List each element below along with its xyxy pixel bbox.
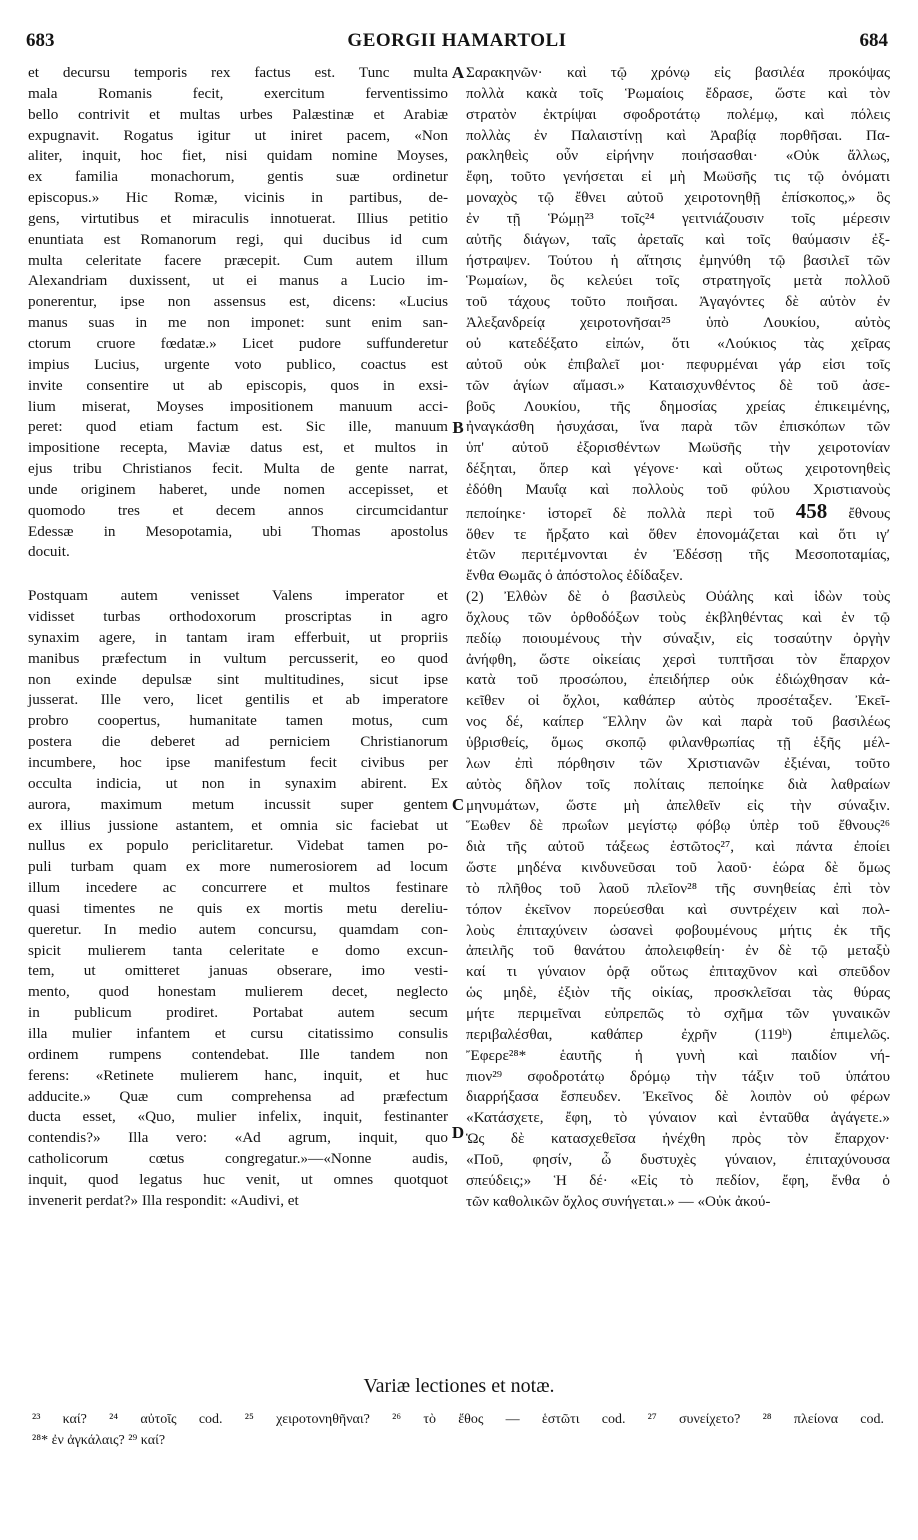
- text-line: puli turbam quam ex more numerosiorem ad locum: [28, 858, 448, 876]
- text-line: βοῦς Λουκίου, τῆς δημοσίας χρείας ἐπικειμένης,: [466, 397, 890, 415]
- text-line: ducta esset, «Quo, mulier infelix, inquit, festinanter: [28, 1108, 448, 1126]
- text-line: episcopus.» Hic Romæ, vicinis in partibus, de-: [28, 189, 448, 207]
- text-line: impius Lucius, urgente voto publico, coactus est: [28, 355, 448, 373]
- text-line: σπεύδεις;» Ἡ δέ· «Εἰς τὸ πεδίον, ἔφη, ἔνθα ὁ: [466, 1171, 890, 1189]
- text-line: mala Romanis fecit, exercitum ferventissimo: [28, 84, 448, 102]
- text-line: ἔφη, τοῦτο γενήσεται εἰ μὴ Μωϋσῆς τις τῷ ὀνόματι: [466, 168, 890, 186]
- text-line: incumbere, hoc ipse manifestum fecit civibus per: [28, 754, 448, 771]
- text-line: αὐτὸς δῆλον τοῖς πολίταις πεποίηκε διὰ λαθραίων: [466, 775, 890, 793]
- text-line: gens, virtutibus et miraculis innotuerat. Illius petitio: [28, 209, 448, 227]
- column-page-number: 458: [795, 498, 828, 523]
- text-line: «Ποῦ, φησίν, ὦ δυστυχὲς γύναιον, ἐπιταχύνουσα: [466, 1150, 890, 1168]
- text-line: ἐν τῇ Ῥώμῃ²³ τοῖς²⁴ γειτνιάζουσιν τοῖς μέρεσιν: [466, 209, 890, 227]
- text-line: illum incedere ac concurrere et multos festinare: [28, 879, 448, 897]
- text-line: contendis?» Illa vero: «Ad agrum, inquit, quo: [28, 1129, 448, 1147]
- text-line: Ἕωθεν δὲ πρωΐων μεγίστῳ φόβῳ ὑπὲρ τοῦ ἔθνους²⁶: [466, 817, 890, 835]
- page-number-left: 683: [26, 30, 55, 51]
- text-line: πιον²⁹ σφοδροτάτῳ δρόμῳ τὴν τάξιν τοῦ ὑπάτου: [466, 1067, 890, 1085]
- text-line-part: πεποίηκε· ἱστορεῖ δὲ πολλὰ περὶ τοῦ: [466, 504, 775, 522]
- text-line: ὑβρισθείς, ὅμως σκοπῷ φιλανθρωπίας τῇ ἑξῆς μέλ-: [466, 734, 890, 751]
- text-line: διὰ τῆς αὐτοῦ τάξεως ἑστῶτος²⁷, καὶ πάντα ἐποίει: [466, 838, 890, 856]
- text-line: πολλὰ κακὰ τοῖς Ῥωμαίοις ἔδρασε, ὥστε καὶ τὸν: [466, 84, 890, 102]
- text-line: ὡς μηδὲ, ἐξιὸν τῆς οἰκίας, προσκλεῖσαι τὰς θύρας: [466, 984, 890, 1002]
- text-line: mento, quod honestam mulierem decet, neglecto: [28, 983, 448, 1001]
- paragraph-gap: [28, 563, 448, 586]
- text-line: expugnavit. Rogatus igitur ut iniret pacem, «Non: [28, 126, 448, 144]
- text-line: ἀνήφθη, ὥστε οἰκείαις χερσὶ τυπτῆσαι τὸν ἔπαρχον: [466, 650, 890, 668]
- greek-paragraph-1: [466, 63, 890, 587]
- text-line: ponerentur, ipse non assensus est, dicens: «Lucius: [28, 293, 448, 311]
- text-line: invenerit perdat?» Illa respondit: «Audivi, et: [28, 1191, 299, 1209]
- page-number-right: 684: [859, 30, 888, 51]
- text-line: ἠναγκάσθη ἡσυχάσαι, ἵνα παρὰ τῶν ἐπισκόπων τῶν: [466, 418, 890, 436]
- text-line: nullus ex populo periclitaretur. Videbat tamen po-: [28, 837, 448, 855]
- text-line: ήστραψεν. Τούτου ἡ αἴτησις ἐμηνύθη τῷ βασιλεῖ τῶν: [466, 251, 890, 269]
- text-line: ὥστε μηδένα κινδυνεῦσαι τοῦ λαοῦ· ἑώρα δὲ ὅμως: [466, 859, 890, 877]
- text-line: Σαρακηνῶν· καὶ τῷ χρόνῳ εἰς βασιλέα προκόψας: [466, 64, 890, 81]
- text-line: πολλὰς ἐν Παλαιστίνῃ καὶ Ἀραβίᾳ πορθῆσαι. Πα-: [466, 126, 890, 144]
- text-line: ἐδόθη Μαυΐᾳ καὶ πολλοὺς τοῦ φύλου Χριστιανοὺς: [466, 480, 890, 498]
- text-line: ordinem rumpens contendebat. Ille tandem non: [28, 1045, 448, 1063]
- margin-letter-b: B: [452, 418, 464, 437]
- text-line: ferens: «Retinete mulierem hanc, inquit, et huc: [28, 1066, 448, 1084]
- text-line: (2) Ἐλθὼν δὲ ὁ βασιλεὺς Οὐάλης καὶ ἰδὼν τοὺς: [466, 588, 890, 606]
- text-line: non exinde depulsæ sint multitudines, sicut ipse: [28, 670, 448, 688]
- text-line: et decursu temporis rex factus est. Tunc multa: [28, 64, 448, 81]
- text-line: manus suas in me non imponet: sunt enim san-: [28, 314, 448, 332]
- text-line-part: ἔθνους: [848, 504, 891, 522]
- text-line: τῶν καθολικῶν ὄχλος συνήγεται.» — «Οὐκ ἀκού-: [466, 1192, 771, 1210]
- notes-line-2: ²⁸* ἐν ἀγκάλαις? ²⁹ καί?: [32, 1433, 166, 1448]
- text-line: adducite.» Quæ cum comprehensa ad præfectum: [28, 1087, 448, 1105]
- text-line: λοὺς ἐπιταχύνειν ὡσανεὶ φοβουμένους μήτις ἐκ τῆς: [466, 921, 890, 939]
- margin-letter-d: D: [451, 1123, 465, 1142]
- margin-letter-c: C: [451, 795, 465, 814]
- text-line: διαρρήξασα ἔσπευδεν. Ἐκεῖνος δὲ λοιπὸν οὐ φέρων: [466, 1088, 890, 1106]
- text-line: lium miserat, Moyses impositionem manuum acci-: [28, 397, 448, 415]
- text-line: Ἀλεξανδρείᾳ χειροτονῆσαι²⁵ ὑπὸ Λουκίου, αὐτὸς: [466, 314, 890, 332]
- text-line: ex familia monachorum, gentis suæ ordinetur: [28, 168, 448, 186]
- text-line: inquit, quod legatus huc venit, ut omnes quotquot: [28, 1170, 448, 1188]
- text-line: postera die deberet ad perniciem Christianorum: [28, 733, 448, 751]
- text-line: invite consentire ut ab episcopis, quos in exsi-: [28, 376, 448, 394]
- text-line: [466, 498, 891, 525]
- text-line: aurora, maximum metum incussit super gentem: [28, 795, 448, 813]
- margin-letter-a: A: [451, 63, 465, 82]
- text-line: in publicum prodiret. Portabat autem secum: [28, 1004, 448, 1022]
- text-line: ρακληθεὶς οὖν εἰρήνην ποιήσασθαι· «Οὐκ ἄλλως,: [466, 147, 890, 165]
- text-line: catholicorum cœtus congregatur.»—«Nonne audis,: [28, 1150, 448, 1168]
- text-line: ὅθεν τε ἤρξατο καὶ ὅθεν ἐπονομάζεται καὶ ὅτι ιγʹ: [466, 525, 890, 543]
- text-line: μήτε περιμεῖναι εὐπρεπῶς τὸ σχῆμα τῶν γυναικῶν: [466, 1004, 890, 1022]
- text-line: Alexandriam duxissent, ut ei manus a Lucio im-: [28, 272, 448, 290]
- text-line: ἐτῶν περιτέμνονται ἐν Ἐδέσσῃ τῆς Μεσοποταμίας,: [466, 546, 890, 564]
- text-line: aliter, inquit, hoc fiet, nisi quidam nomine Moyses,: [28, 147, 448, 165]
- text-line: illa mulier infantem et cursu citatissimo consulis: [28, 1024, 448, 1042]
- text-line: ex illius jussione astantem, et omnia sic faciebat ut: [28, 816, 448, 834]
- text-line: bello contrivit et multas urbes Palæstinæ et Arabiæ: [28, 105, 448, 123]
- text-line: μοναχὸς τῷ ἔθνει αὐτοῦ χειροτονηθῇ ἐπίσκοπος,» ὃς: [466, 189, 890, 207]
- text-line: docuit.: [28, 543, 70, 561]
- text-line: ctorum cruore fœdatæ.» Licet pudore suffunderetur: [28, 334, 448, 352]
- text-line: κεῖθεν οἱ ὄχλοι, καθάπερ αὐτὸς προσέταξεν. Ἐκεῖ-: [466, 692, 890, 710]
- text-line: αὐτῆς διάγων, ταῖς ἀρεταῖς καὶ τοῖς θαύμασιν ἐξ-: [466, 230, 890, 248]
- text-line: Edessæ in Mesopotamia, ubi Thomas apostolus: [28, 522, 448, 540]
- text-line: τόπον ἐκεῖνον πορεύεσθαι καὶ συντρέχειν καὶ πολ-: [466, 900, 890, 918]
- text-line: occulta indicia, ut non in synaxim abirent. Ex: [28, 774, 448, 792]
- text-line: πεδίῳ ποιουμένους τὴν σύναξιν, εἰς τοσαύτην ὀργὴν: [466, 629, 890, 647]
- text-line: Ἔφερε²⁸* ἑαυτῆς ἡ γυνὴ καὶ παιδίον νή-: [466, 1046, 890, 1064]
- latin-paragraph-2: [28, 586, 448, 1211]
- text-line: ὄχλους τῶν ὀρθοδόξων τοὺς ἐκβληθέντας καὶ ἐν τῷ: [466, 608, 890, 626]
- text-line: vidisset turbas orthodoxorum proscriptas in agro: [28, 608, 448, 626]
- greek-column: [466, 63, 890, 1212]
- text-line: νος δέ, καίπερ Ἕλλην ὢν καὶ παρὰ τοῦ βασιλέως: [466, 713, 890, 731]
- notes-line-1: ²³ καί? ²⁴ αὐτοῖς cod. ²⁵ χειροτονηθῆναι? ²⁶ τὸ ἔθος — ἑστῶτι cod. ²⁷ συνείχετο? ²⁸ πλείονα cod.: [32, 1412, 884, 1427]
- text-line: αὐτοῦ οὐκ ἐπιβαλεῖ μοι· πεφυρμέναι γάρ εἰσι τοῖς: [466, 355, 890, 373]
- text-line: κατὰ τοῦ προσώπου, ἐπειδήπερ οὐκ ἐδιώχθησαν κἀ-: [466, 671, 890, 689]
- text-line: peret: quod etiam factum est. Sic ille, manuum: [28, 418, 448, 436]
- text-line: manibus præfectum in vultum percusserit, eo quod: [28, 649, 448, 667]
- running-title: GEORGII HAMARTOLI: [347, 30, 567, 51]
- text-line: οὐ κατεδέξατο εἰπών, ὅτι «Λούκιος τὰς χεῖρας: [466, 334, 890, 352]
- text-line: ὑπ' αὐτοῦ ἐξορισθέντων Μωϋσῆς τὴν χειροτονίαν: [466, 439, 890, 457]
- text-line: «Κατάσχετε, ἔφη, τὸ γύναιον καὶ ἐνταῦθα ἀγάγετε.»: [466, 1109, 890, 1127]
- running-head: [26, 30, 888, 56]
- text-line: τοῦ τάχους τοῦτο ποιῆσαι. Ἀγαγόντες δὲ αὐτὸν ἐν: [466, 293, 890, 311]
- text-line: queretur. In medio autem concursu, quamdam con-: [28, 920, 448, 938]
- text-line: τῶν ἁγίων αἵμασι.» Καταισχυνθέντος δὲ τοῦ ἀσε-: [466, 376, 890, 394]
- text-line: ἀπειλῆς τοῦ θανάτου ἀπολειφθείη· ἐν δὲ τῷ μεταξὺ: [466, 942, 890, 960]
- notes-heading: Variæ lectiones et notæ.: [363, 1375, 555, 1397]
- text-line: tem, ut omitteret januas obserare, imo vesti-: [28, 962, 448, 980]
- text-line: impositione recepta, Maviæ datus est, et multos in: [28, 439, 448, 457]
- greek-paragraph-2: [466, 587, 890, 1212]
- notes-block: [32, 1409, 884, 1451]
- text-line: jusserat. Ille vero, licet gentilis et ab imperatore: [28, 691, 448, 709]
- latin-column: [28, 63, 448, 1212]
- text-line: Ὡς δὲ κατασχεθεῖσα ἠνέχθη πρὸς τὸν ἔπαρχον·: [466, 1130, 890, 1148]
- text-line: Ῥωμαίων, ὃς κελεύει τοῖς στρατηγοῖς μετὰ πολλοῦ: [466, 272, 890, 290]
- text-line: ἔνθα Θωμᾶς ὁ ἀπόστολος ἐδίδαξεν.: [466, 567, 683, 585]
- text-line: μηνυμάτων, ὥστε μὴ ἀπελθεῖν εἰς τὴν σύναξιν.: [466, 796, 890, 814]
- text-line: unde originem haberet, unde nomen accepisset, et: [28, 480, 448, 498]
- text-line: quomodo tres et decem annos circumcidantur: [28, 501, 448, 519]
- text-line: probro coopertus, humanitate tamen motus, cum: [28, 712, 448, 730]
- text-line: spicit mulierem tanta celeritate e domo excun-: [28, 941, 448, 959]
- text-line: καί τι γύναιον ὁρᾷ οὕτως ἐπιταχῦνον καὶ σπεῦδον: [466, 963, 890, 981]
- text-line: quasi timentes ne quis ex mortis metu dereliu-: [28, 899, 448, 917]
- latin-paragraph-1: [28, 63, 448, 563]
- text-line: ejus tribu Christianos fecit. Multa de gente narrat,: [28, 460, 448, 478]
- text-line: στρατὸν ἐκτρίψαι σφοδροτάτῳ πολέμῳ, καὶ πόλεις: [466, 105, 890, 123]
- text-line: τὸ πλῆθος τοῦ λαοῦ πλεῖον²⁸ τῆς συνηθείας ἐπὶ τὸν: [466, 879, 890, 897]
- text-line: περιβαλέσθαι, καθάπερ ἐχρῆν (119ᵇ) ἐπιμελῶς.: [466, 1025, 890, 1043]
- text-line: δέξηται, ὅπερ καὶ γέγονε· καὶ οὕτως χειροτονηθεὶς: [466, 460, 890, 478]
- text-line: multa celeritate facere præcepit. Cum autem illum: [28, 251, 448, 269]
- text-line: λων ἐπὶ πόρθησιν τῶν Χριστιανῶν ἐξιέναι, τοῦτο: [466, 754, 890, 772]
- text-line: synaxim agere, in tantam iram efferbuit, ut propriis: [28, 628, 448, 646]
- text-line: Postquam autem venisset Valens imperator et: [28, 587, 448, 605]
- text-line: enuntiata est Romanorum regi, qui ducibus id cum: [28, 230, 448, 248]
